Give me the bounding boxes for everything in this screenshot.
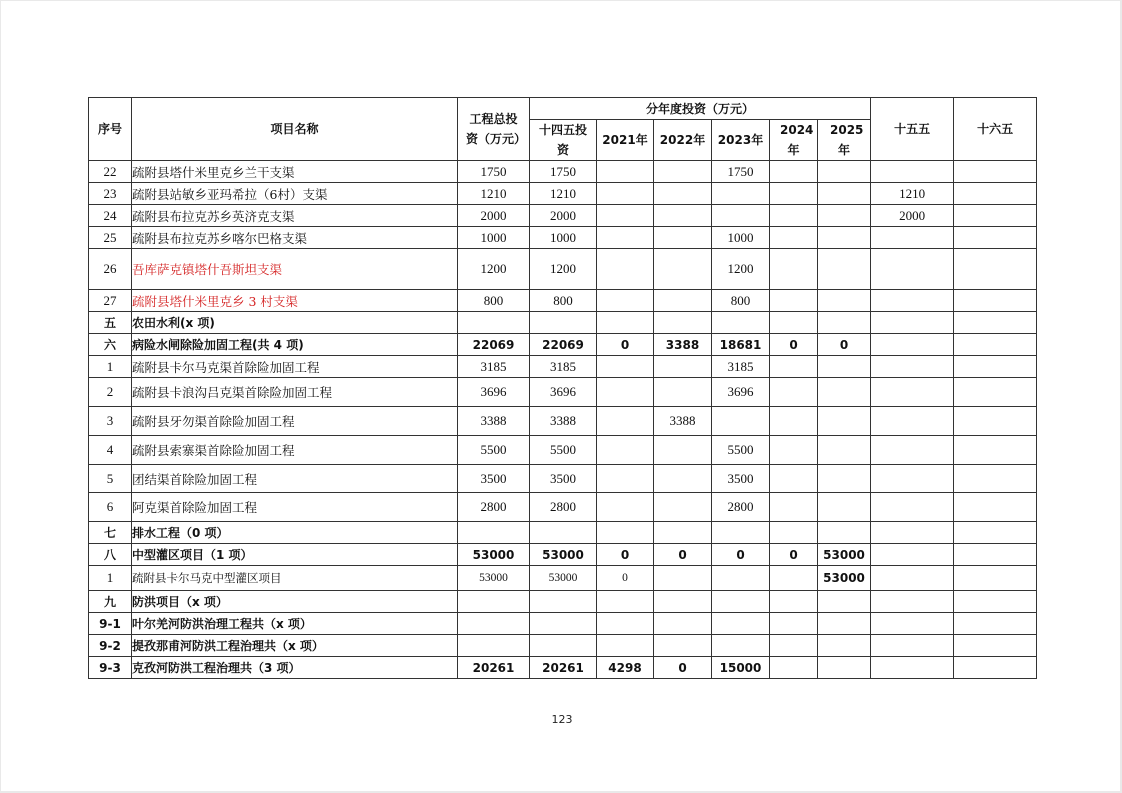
cell-plan16 <box>954 657 1037 679</box>
header-2025: 2025年 <box>818 120 871 161</box>
section-row <box>89 635 1037 657</box>
header-2024: 2024年 <box>770 120 818 161</box>
cell-y2024 <box>770 227 818 249</box>
cell-y2021 <box>597 249 654 290</box>
cell-seq: 5 <box>89 465 132 493</box>
header-2021: 2021年 <box>597 120 654 161</box>
cell-seq: 1 <box>89 566 132 591</box>
cell-plan16 <box>954 591 1037 613</box>
cell-plan14 <box>530 312 597 334</box>
cell-y2022 <box>654 635 712 657</box>
cell-y2022 <box>654 356 712 378</box>
cell-y2021 <box>597 522 654 544</box>
cell-y2024 <box>770 356 818 378</box>
cell-y2025 <box>818 183 871 205</box>
cell-y2021 <box>597 436 654 465</box>
section-row <box>89 312 1037 334</box>
cell-y2025 <box>818 522 871 544</box>
cell-plan15 <box>871 493 954 522</box>
table-row <box>89 205 1037 227</box>
cell-total: 1750 <box>458 161 530 183</box>
cell-seq: 七 <box>89 522 132 544</box>
cell-name: 疏附县塔什米里克乡 3 村支渠 <box>132 290 458 312</box>
cell-seq: 26 <box>89 249 132 290</box>
cell-plan15 <box>871 161 954 183</box>
cell-name: 疏附县卡尔马克中型灌区项目 <box>132 566 458 591</box>
cell-y2021: 0 <box>597 544 654 566</box>
cell-plan15 <box>871 334 954 356</box>
cell-y2024 <box>770 591 818 613</box>
cell-seq: 23 <box>89 183 132 205</box>
cell-y2023 <box>712 312 770 334</box>
cell-total: 2800 <box>458 493 530 522</box>
cell-y2022 <box>654 613 712 635</box>
cell-y2021 <box>597 493 654 522</box>
cell-y2022 <box>654 378 712 407</box>
cell-seq: 3 <box>89 407 132 436</box>
cell-name: 疏附县布拉克苏乡喀尔巴格支渠 <box>132 227 458 249</box>
cell-y2023: 2800 <box>712 493 770 522</box>
cell-y2023: 5500 <box>712 436 770 465</box>
cell-plan15 <box>871 522 954 544</box>
cell-y2022: 0 <box>654 657 712 679</box>
cell-seq: 22 <box>89 161 132 183</box>
cell-plan14: 53000 <box>530 544 597 566</box>
cell-y2021 <box>597 312 654 334</box>
cell-plan16 <box>954 334 1037 356</box>
cell-y2022 <box>654 205 712 227</box>
cell-y2025 <box>818 312 871 334</box>
cell-plan16 <box>954 356 1037 378</box>
section-row <box>89 591 1037 613</box>
cell-y2023 <box>712 635 770 657</box>
cell-y2022 <box>654 290 712 312</box>
cell-name: 阿克渠首除险加固工程 <box>132 493 458 522</box>
cell-y2022 <box>654 522 712 544</box>
cell-plan15 <box>871 566 954 591</box>
cell-plan15 <box>871 465 954 493</box>
cell-plan16 <box>954 183 1037 205</box>
cell-name: 中型灌区项目（1 项） <box>132 544 458 566</box>
section-row <box>89 613 1037 635</box>
cell-y2021 <box>597 227 654 249</box>
cell-plan15 <box>871 657 954 679</box>
cell-plan15 <box>871 436 954 465</box>
cell-y2023 <box>712 613 770 635</box>
cell-y2024 <box>770 465 818 493</box>
cell-name: 疏附县布拉克苏乡英济克支渠 <box>132 205 458 227</box>
cell-plan15 <box>871 290 954 312</box>
cell-y2024 <box>770 657 818 679</box>
cell-plan16 <box>954 544 1037 566</box>
cell-plan16 <box>954 436 1037 465</box>
cell-plan15 <box>871 249 954 290</box>
cell-seq: 9-3 <box>89 657 132 679</box>
header-plan16: 十六五 <box>954 98 1037 161</box>
header-name: 项目名称 <box>132 98 458 161</box>
cell-y2021 <box>597 591 654 613</box>
cell-y2024 <box>770 249 818 290</box>
header-2023: 2023年 <box>712 120 770 161</box>
cell-y2024 <box>770 436 818 465</box>
cell-plan14 <box>530 591 597 613</box>
cell-y2024 <box>770 522 818 544</box>
cell-y2025 <box>818 635 871 657</box>
cell-y2025 <box>818 407 871 436</box>
table-row <box>89 407 1037 436</box>
cell-plan14 <box>530 635 597 657</box>
cell-total <box>458 522 530 544</box>
header-annual-group: 分年度投资（万元） <box>530 98 871 120</box>
cell-y2021 <box>597 407 654 436</box>
cell-plan15 <box>871 544 954 566</box>
cell-plan14 <box>530 522 597 544</box>
cell-y2023 <box>712 407 770 436</box>
cell-y2021 <box>597 161 654 183</box>
cell-total: 3185 <box>458 356 530 378</box>
header-plan14: 十四五投资 <box>530 120 597 161</box>
cell-seq: 2 <box>89 378 132 407</box>
table-row <box>89 566 1037 591</box>
cell-y2021 <box>597 205 654 227</box>
header-2022: 2022年 <box>654 120 712 161</box>
cell-y2021 <box>597 290 654 312</box>
cell-plan14: 5500 <box>530 436 597 465</box>
cell-total <box>458 312 530 334</box>
cell-plan16 <box>954 493 1037 522</box>
cell-name: 防洪项目（x 项） <box>132 591 458 613</box>
cell-y2022: 3388 <box>654 334 712 356</box>
cell-plan14: 3388 <box>530 407 597 436</box>
cell-y2022: 3388 <box>654 407 712 436</box>
cell-y2023 <box>712 205 770 227</box>
cell-plan15 <box>871 227 954 249</box>
header-plan15: 十五五 <box>871 98 954 161</box>
cell-y2023: 15000 <box>712 657 770 679</box>
cell-y2025 <box>818 378 871 407</box>
cell-y2022 <box>654 566 712 591</box>
cell-y2025 <box>818 657 871 679</box>
cell-y2025 <box>818 613 871 635</box>
cell-name: 克孜河防洪工程治理共（3 项） <box>132 657 458 679</box>
section-row <box>89 544 1037 566</box>
cell-total: 2000 <box>458 205 530 227</box>
cell-y2021 <box>597 635 654 657</box>
cell-y2024 <box>770 378 818 407</box>
cell-y2024 <box>770 493 818 522</box>
cell-y2025 <box>818 465 871 493</box>
cell-y2025: 53000 <box>818 566 871 591</box>
table-row <box>89 227 1037 249</box>
cell-plan14: 3696 <box>530 378 597 407</box>
cell-total: 1000 <box>458 227 530 249</box>
cell-y2023 <box>712 566 770 591</box>
cell-plan15 <box>871 635 954 657</box>
cell-y2024 <box>770 161 818 183</box>
cell-y2021: 4298 <box>597 657 654 679</box>
cell-y2023 <box>712 591 770 613</box>
cell-y2023: 1000 <box>712 227 770 249</box>
cell-name: 农田水利(x 项) <box>132 312 458 334</box>
cell-total: 800 <box>458 290 530 312</box>
header-seq: 序号 <box>89 98 132 161</box>
cell-total: 53000 <box>458 544 530 566</box>
cell-y2025 <box>818 249 871 290</box>
cell-y2021 <box>597 378 654 407</box>
cell-seq: 4 <box>89 436 132 465</box>
cell-y2022 <box>654 227 712 249</box>
cell-total: 20261 <box>458 657 530 679</box>
cell-total: 3388 <box>458 407 530 436</box>
page-number: 123 <box>551 713 573 726</box>
cell-seq: 9-1 <box>89 613 132 635</box>
cell-name: 吾库萨克镇塔什吾斯坦支渠 <box>132 249 458 290</box>
cell-y2024 <box>770 205 818 227</box>
cell-plan16 <box>954 522 1037 544</box>
cell-plan16 <box>954 407 1037 436</box>
cell-plan16 <box>954 613 1037 635</box>
cell-y2023: 800 <box>712 290 770 312</box>
cell-seq: 9-2 <box>89 635 132 657</box>
cell-y2023: 0 <box>712 544 770 566</box>
cell-plan14: 1210 <box>530 183 597 205</box>
cell-plan15 <box>871 356 954 378</box>
cell-name: 疏附县卡浪沟吕克渠首除险加固工程 <box>132 378 458 407</box>
cell-y2021 <box>597 613 654 635</box>
cell-y2025 <box>818 205 871 227</box>
table-row <box>89 161 1037 183</box>
cell-y2025 <box>818 227 871 249</box>
cell-y2022 <box>654 161 712 183</box>
table-row <box>89 356 1037 378</box>
cell-plan14: 20261 <box>530 657 597 679</box>
investment-table <box>88 97 1037 679</box>
cell-plan15 <box>871 591 954 613</box>
table-row <box>89 493 1037 522</box>
cell-seq: 1 <box>89 356 132 378</box>
cell-y2025 <box>818 436 871 465</box>
cell-plan14: 2800 <box>530 493 597 522</box>
cell-plan14: 3500 <box>530 465 597 493</box>
cell-seq: 六 <box>89 334 132 356</box>
cell-plan15 <box>871 613 954 635</box>
cell-plan14: 53000 <box>530 566 597 591</box>
cell-plan15: 1210 <box>871 183 954 205</box>
cell-plan16 <box>954 249 1037 290</box>
cell-seq: 27 <box>89 290 132 312</box>
cell-y2022 <box>654 591 712 613</box>
cell-seq: 八 <box>89 544 132 566</box>
cell-plan14: 3185 <box>530 356 597 378</box>
cell-name: 叶尔羌河防洪治理工程共（x 项） <box>132 613 458 635</box>
cell-seq: 24 <box>89 205 132 227</box>
cell-total: 53000 <box>458 566 530 591</box>
cell-y2024 <box>770 312 818 334</box>
cell-y2023: 3185 <box>712 356 770 378</box>
cell-y2024 <box>770 407 818 436</box>
cell-y2021 <box>597 465 654 493</box>
cell-y2025: 53000 <box>818 544 871 566</box>
cell-total <box>458 591 530 613</box>
cell-total: 1200 <box>458 249 530 290</box>
cell-plan14 <box>530 613 597 635</box>
cell-plan16 <box>954 205 1037 227</box>
cell-plan14: 1000 <box>530 227 597 249</box>
cell-y2023: 1200 <box>712 249 770 290</box>
cell-total: 3696 <box>458 378 530 407</box>
cell-y2022 <box>654 493 712 522</box>
cell-y2024 <box>770 290 818 312</box>
cell-total: 3500 <box>458 465 530 493</box>
table-row <box>89 378 1037 407</box>
cell-seq: 6 <box>89 493 132 522</box>
cell-plan14: 800 <box>530 290 597 312</box>
cell-plan15 <box>871 312 954 334</box>
table-body <box>89 161 1037 679</box>
cell-plan16 <box>954 566 1037 591</box>
cell-y2021 <box>597 356 654 378</box>
cell-plan16 <box>954 635 1037 657</box>
cell-y2023: 1750 <box>712 161 770 183</box>
section-row <box>89 334 1037 356</box>
cell-name: 排水工程（0 项） <box>132 522 458 544</box>
cell-y2023 <box>712 522 770 544</box>
cell-seq: 25 <box>89 227 132 249</box>
cell-y2024 <box>770 613 818 635</box>
cell-y2025 <box>818 591 871 613</box>
cell-y2024: 0 <box>770 334 818 356</box>
cell-plan14: 1750 <box>530 161 597 183</box>
cell-plan16 <box>954 465 1037 493</box>
cell-plan15 <box>871 378 954 407</box>
cell-total <box>458 635 530 657</box>
cell-name: 团结渠首除险加固工程 <box>132 465 458 493</box>
cell-plan16 <box>954 227 1037 249</box>
cell-name: 提孜那甫河防洪工程治理共（x 项） <box>132 635 458 657</box>
cell-y2023: 3696 <box>712 378 770 407</box>
cell-plan16 <box>954 161 1037 183</box>
cell-y2022 <box>654 249 712 290</box>
table-row <box>89 290 1037 312</box>
cell-plan15: 2000 <box>871 205 954 227</box>
cell-seq: 五 <box>89 312 132 334</box>
cell-y2022: 0 <box>654 544 712 566</box>
cell-total: 1210 <box>458 183 530 205</box>
cell-y2023 <box>712 183 770 205</box>
cell-plan16 <box>954 378 1037 407</box>
cell-plan14: 1200 <box>530 249 597 290</box>
section-row <box>89 522 1037 544</box>
cell-y2025 <box>818 356 871 378</box>
cell-name: 疏附县牙勿渠首除险加固工程 <box>132 407 458 436</box>
table-row <box>89 436 1037 465</box>
cell-y2024 <box>770 183 818 205</box>
section-row <box>89 657 1037 679</box>
cell-y2024 <box>770 566 818 591</box>
table-row <box>89 183 1037 205</box>
cell-name: 疏附县索寨渠首除险加固工程 <box>132 436 458 465</box>
cell-y2025 <box>818 290 871 312</box>
cell-plan16 <box>954 290 1037 312</box>
cell-y2022 <box>654 465 712 493</box>
cell-name: 疏附县站敏乡亚玛希拉（6村）支渠 <box>132 183 458 205</box>
cell-plan16 <box>954 312 1037 334</box>
cell-plan14: 22069 <box>530 334 597 356</box>
cell-total: 5500 <box>458 436 530 465</box>
cell-y2021 <box>597 183 654 205</box>
cell-plan14: 2000 <box>530 205 597 227</box>
cell-y2021: 0 <box>597 334 654 356</box>
table-row <box>89 249 1037 290</box>
cell-seq: 九 <box>89 591 132 613</box>
table-row <box>89 465 1037 493</box>
cell-y2022 <box>654 183 712 205</box>
cell-y2021: 0 <box>597 566 654 591</box>
cell-y2025 <box>818 161 871 183</box>
cell-y2023: 3500 <box>712 465 770 493</box>
cell-name: 疏附县卡尔马克渠首除险加固工程 <box>132 356 458 378</box>
cell-name: 病险水闸除险加固工程(共 4 项) <box>132 334 458 356</box>
cell-y2024 <box>770 635 818 657</box>
cell-y2025: 0 <box>818 334 871 356</box>
cell-total: 22069 <box>458 334 530 356</box>
cell-y2025 <box>818 493 871 522</box>
cell-y2023: 18681 <box>712 334 770 356</box>
cell-plan15 <box>871 407 954 436</box>
cell-total <box>458 613 530 635</box>
cell-y2022 <box>654 436 712 465</box>
cell-y2024: 0 <box>770 544 818 566</box>
cell-y2022 <box>654 312 712 334</box>
cell-name: 疏附县塔什米里克乡兰干支渠 <box>132 161 458 183</box>
header-total: 工程总投资（万元） <box>458 98 530 161</box>
document-page <box>1 1 1120 791</box>
